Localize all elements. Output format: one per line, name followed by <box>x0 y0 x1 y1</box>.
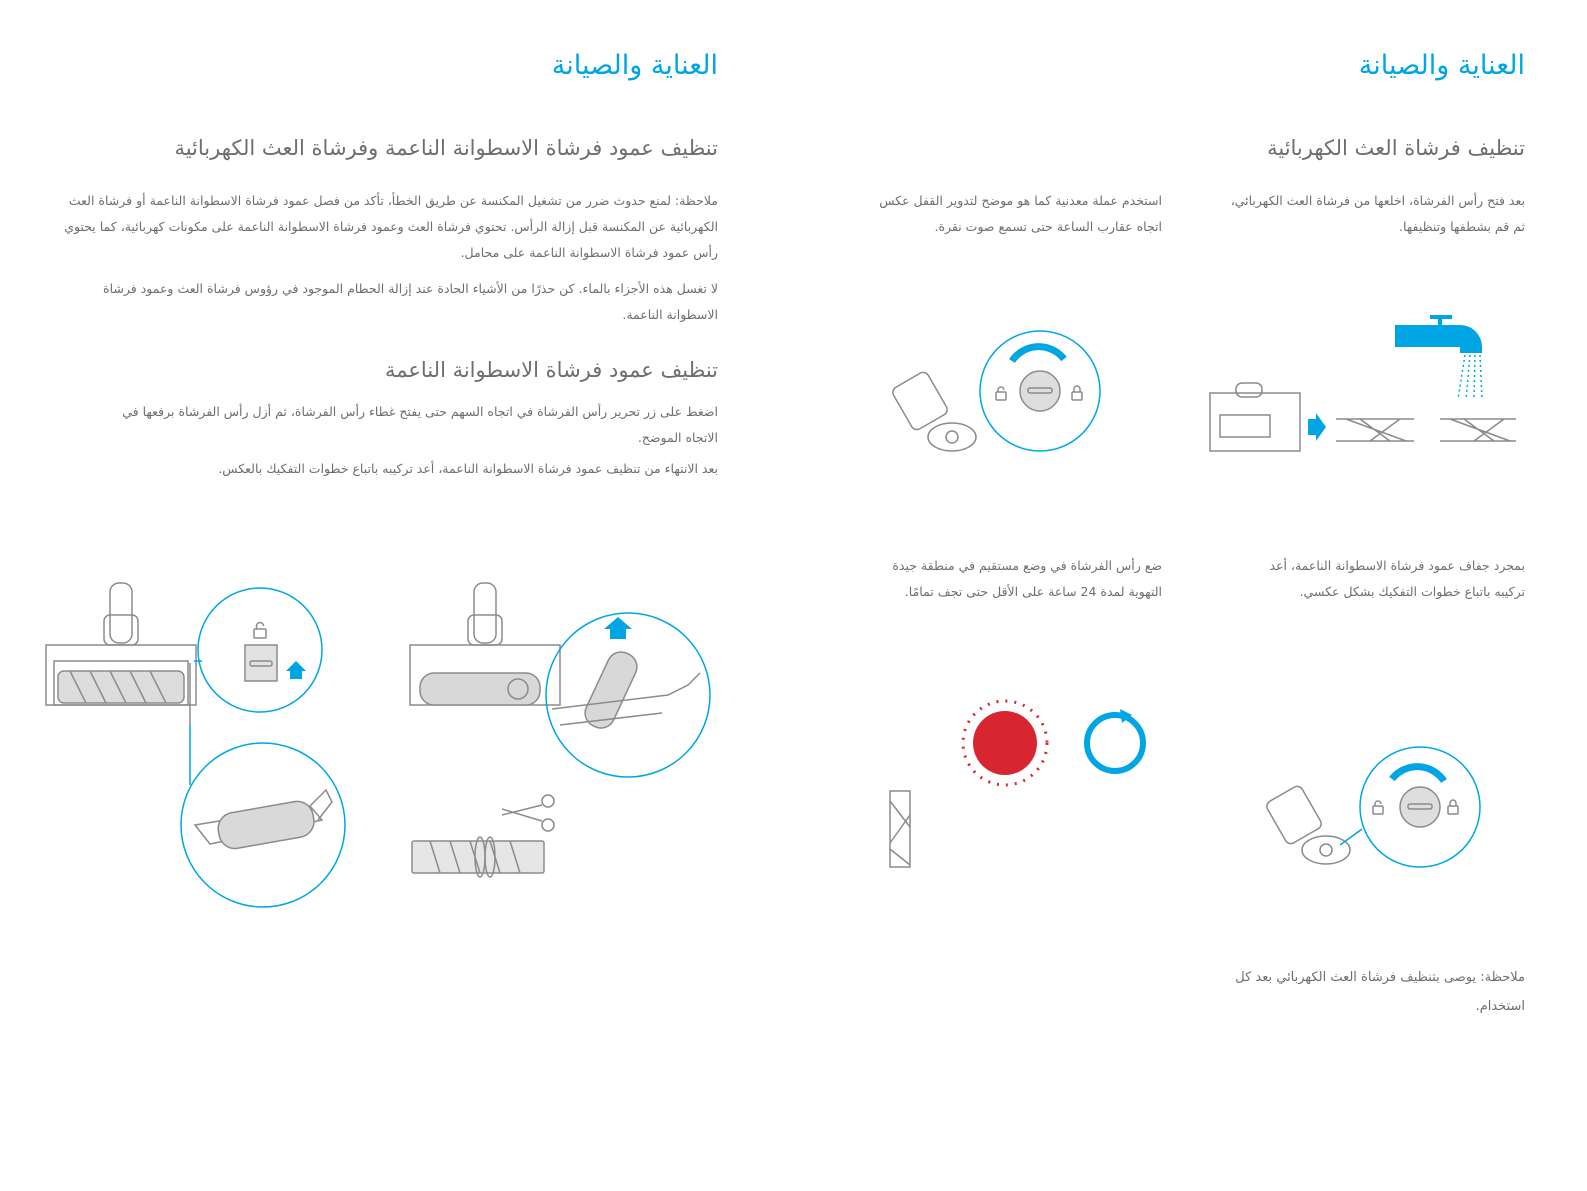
brush-head-open-cover <box>410 583 560 705</box>
unlock-icon <box>1373 801 1383 814</box>
page-title: العناية والصيانة <box>1358 50 1525 81</box>
mite-step-rinse: بعد فتح رأس الفرشاة، اخلعها من فرشاة العث الكهربائي، ثم قم بشطفها وتنظيفها. <box>1230 193 1525 234</box>
arrow-icon <box>604 617 632 639</box>
arrow-icon <box>1308 413 1326 441</box>
lock-icon <box>254 623 266 639</box>
brush-head-front-view <box>46 583 196 725</box>
roller-removal-illustration <box>40 575 740 915</box>
scissors-icon <box>502 795 554 831</box>
roller-step-reinstall: بعد الانتهاء من تنظيف عمود فرشاة الاسطوانة الناعمة، أعد تركيبه باتباع خطوات التفكيك بالعكس. <box>218 461 718 476</box>
arrow-icon <box>286 661 306 679</box>
safety-note: ملاحظة: لمنع حدوث ضرر من تشغيل المكنسة عن طريق الخطأ، تأكد من فصل عمود فرشاة الاسطوانة الناعمة أو فرشاة العث الكهربائية عن المكنسة قبل إزالة الرأس. تحتوي فرشاة العث وعمود فرشاة الاسطوانة الناعمة على مكونات كهربائية، كما يحتوي رأس عمود فرشاة الاسطوانة الناعمة على محامل. <box>64 193 718 260</box>
sun-icon <box>963 701 1047 785</box>
mite-step-unlock: استخدم عملة معدنية كما هو موضح لتدوير القفل عكس اتجاه عقارب الساعة حتى تسمع صوت نقرة. <box>879 193 1162 234</box>
mite-step-dry: ضع رأس الفرشاة في وضع مستقيم في منطقة جيدة التهوية لمدة 24 ساعة على الأقل حتى تجف تمامًا. <box>892 558 1162 599</box>
unlock-icon <box>996 387 1006 400</box>
section-heading-roller: تنظيف عمود فرشاة الاسطوانة الناعمة <box>385 358 718 382</box>
page-title: العناية والصيانة <box>551 50 718 81</box>
faucet-icon <box>1395 317 1482 399</box>
mite-brush-illustration <box>860 295 1540 885</box>
mite-step-reinstall: بمجرد جفاف عمود فرشاة الاسطوانة الناعمة، أعد تركيبه باتباع خطوات التفكيك بشكل عكسي. <box>1269 558 1525 599</box>
cleaning-note: ملاحظة: يوصى بتنظيف فرشاة العث الكهربائي بعد كل استخدام. <box>1235 970 1525 1014</box>
section-heading-roller-and-mite: تنظيف عمود فرشاة الاسطوانة الناعمة وفرشاة العث الكهربائية <box>174 136 718 160</box>
lock-icon <box>1072 386 1082 400</box>
roller-step-remove: اضغط على زر تحرير رأس الفرشاة في اتجاه السهم حتى يفتح غطاء رأس الفرشاة، ثم أزل رأس الفرشاة برفعها في الاتجاه الموضح. <box>122 404 718 445</box>
lock-icon <box>1448 800 1458 814</box>
warning-text: لا تغسل هذه الأجزاء بالماء. كن حذرًا من الأشياء الحادة عند إزالة الحطام الموجود في رؤوس فرشاة العث وعمود فرشاة الاسطوانة الناعمة. <box>103 281 718 322</box>
section-heading-mite-brush: تنظيف فرشاة العث الكهربائية <box>1267 136 1525 160</box>
refresh-cycle-icon <box>1087 709 1143 771</box>
